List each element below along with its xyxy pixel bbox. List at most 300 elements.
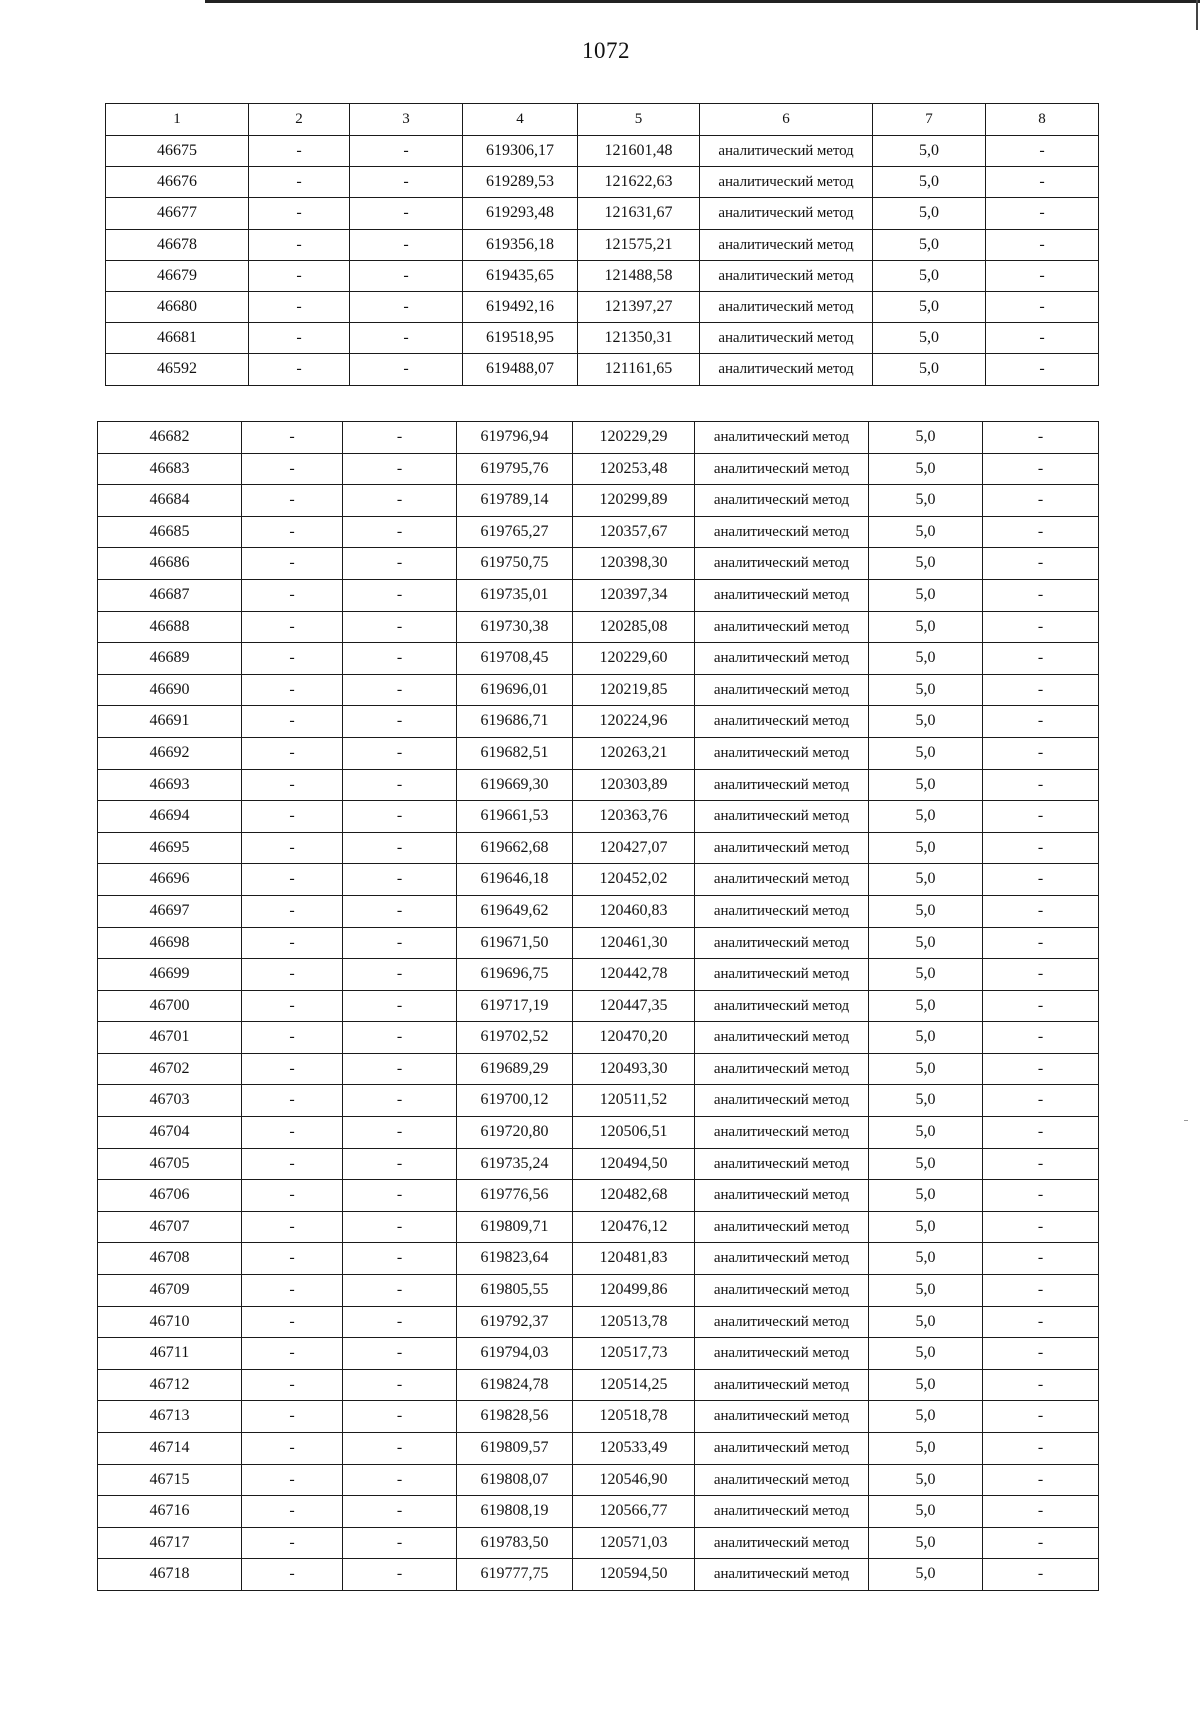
table-row	[98, 769, 1099, 801]
cell-point-number: 46675	[106, 136, 249, 167]
table-row	[98, 1148, 1099, 1180]
cell-accuracy: 5,0	[869, 1085, 983, 1117]
cell-y-coordinate: 121161,65	[578, 354, 700, 385]
cell-y-coordinate: 120470,20	[573, 1022, 695, 1054]
cell-y-coordinate: 120452,02	[573, 864, 695, 896]
cell-x-coordinate: 619717,19	[457, 990, 573, 1022]
table-row	[106, 136, 1099, 167]
cell-col-3: -	[350, 229, 463, 260]
cell-col-2: -	[242, 1053, 343, 1085]
cell-point-number: 46712	[98, 1369, 242, 1401]
table-row	[106, 354, 1099, 385]
cell-x-coordinate: 619686,71	[457, 706, 573, 738]
table-row	[98, 801, 1099, 833]
cell-col-2: -	[249, 323, 350, 354]
cell-col-8: -	[983, 801, 1099, 833]
cell-col-3: -	[343, 1306, 457, 1338]
cell-col-2: -	[242, 1211, 343, 1243]
cell-x-coordinate: 619794,03	[457, 1338, 573, 1370]
table-row	[98, 1211, 1099, 1243]
cell-col-8: -	[983, 1085, 1099, 1117]
cell-col-2: -	[249, 292, 350, 323]
cell-method: аналитический метод	[695, 769, 869, 801]
cell-y-coordinate: 120533,49	[573, 1433, 695, 1465]
cell-x-coordinate: 619735,01	[457, 579, 573, 611]
cell-col-2: -	[242, 737, 343, 769]
cell-col-3: -	[343, 453, 457, 485]
cell-x-coordinate: 619518,95	[463, 323, 578, 354]
table-row	[98, 579, 1099, 611]
cell-col-2: -	[242, 485, 343, 517]
cell-point-number: 46680	[106, 292, 249, 323]
cell-col-8: -	[986, 323, 1099, 354]
cell-x-coordinate: 619720,80	[457, 1117, 573, 1149]
cell-accuracy: 5,0	[869, 990, 983, 1022]
cell-col-8: -	[983, 864, 1099, 896]
cell-x-coordinate: 619662,68	[457, 832, 573, 864]
cell-accuracy: 5,0	[869, 674, 983, 706]
cell-col-3: -	[343, 864, 457, 896]
table-row	[98, 1433, 1099, 1465]
cell-accuracy: 5,0	[869, 1117, 983, 1149]
cell-accuracy: 5,0	[869, 959, 983, 991]
cell-accuracy: 5,0	[869, 516, 983, 548]
header-cell-col-2: 2	[249, 104, 350, 136]
cell-col-2: -	[242, 959, 343, 991]
cell-accuracy: 5,0	[873, 323, 986, 354]
cell-point-number: 46701	[98, 1022, 242, 1054]
cell-accuracy: 5,0	[869, 1464, 983, 1496]
cell-y-coordinate: 121488,58	[578, 260, 700, 291]
table-row	[98, 485, 1099, 517]
table-row	[98, 832, 1099, 864]
cell-y-coordinate: 120546,90	[573, 1464, 695, 1496]
cell-x-coordinate: 619492,16	[463, 292, 578, 323]
cell-method: аналитический метод	[695, 990, 869, 1022]
cell-col-2: -	[242, 453, 343, 485]
cell-accuracy: 5,0	[869, 801, 983, 833]
table-row	[98, 864, 1099, 896]
cell-x-coordinate: 619646,18	[457, 864, 573, 896]
cell-col-3: -	[343, 1053, 457, 1085]
cell-point-number: 46711	[98, 1338, 242, 1370]
cell-y-coordinate: 120571,03	[573, 1527, 695, 1559]
table-row	[98, 1527, 1099, 1559]
cell-col-3: -	[343, 737, 457, 769]
cell-col-2: -	[242, 990, 343, 1022]
cell-col-3: -	[350, 260, 463, 291]
cell-method: аналитический метод	[695, 422, 869, 454]
cell-method: аналитический метод	[695, 516, 869, 548]
cell-y-coordinate: 121631,67	[578, 198, 700, 229]
cell-point-number: 46714	[98, 1433, 242, 1465]
cell-x-coordinate: 619795,76	[457, 453, 573, 485]
cell-y-coordinate: 120460,83	[573, 895, 695, 927]
cell-y-coordinate: 120511,52	[573, 1085, 695, 1117]
cell-method: аналитический метод	[695, 737, 869, 769]
cell-col-3: -	[343, 959, 457, 991]
table-row	[106, 229, 1099, 260]
cell-x-coordinate: 619661,53	[457, 801, 573, 833]
cell-x-coordinate: 619796,94	[457, 422, 573, 454]
cell-col-3: -	[343, 674, 457, 706]
cell-method: аналитический метод	[695, 453, 869, 485]
cell-y-coordinate: 120427,07	[573, 832, 695, 864]
cell-col-8: -	[983, 927, 1099, 959]
cell-point-number: 46697	[98, 895, 242, 927]
cell-method: аналитический метод	[695, 959, 869, 991]
cell-accuracy: 5,0	[869, 1022, 983, 1054]
cell-method: аналитический метод	[695, 1117, 869, 1149]
cell-col-3: -	[350, 292, 463, 323]
cell-method: аналитический метод	[695, 1306, 869, 1338]
cell-col-3: -	[343, 1243, 457, 1275]
cell-point-number: 46692	[98, 737, 242, 769]
cell-col-8: -	[983, 674, 1099, 706]
cell-x-coordinate: 619689,29	[457, 1053, 573, 1085]
cell-col-3: -	[343, 706, 457, 738]
cell-point-number: 46703	[98, 1085, 242, 1117]
cell-point-number: 46704	[98, 1117, 242, 1149]
cell-col-3: -	[343, 801, 457, 833]
cell-col-8: -	[983, 1211, 1099, 1243]
table-row	[98, 453, 1099, 485]
cell-col-8: -	[986, 167, 1099, 198]
cell-accuracy: 5,0	[869, 927, 983, 959]
cell-point-number: 46683	[98, 453, 242, 485]
cell-col-8: -	[983, 485, 1099, 517]
cell-col-2: -	[242, 1085, 343, 1117]
cell-point-number: 46678	[106, 229, 249, 260]
cell-y-coordinate: 120224,96	[573, 706, 695, 738]
cell-method: аналитический метод	[695, 674, 869, 706]
cell-col-3: -	[343, 485, 457, 517]
cell-col-8: -	[983, 1306, 1099, 1338]
cell-col-3: -	[343, 1559, 457, 1591]
cell-col-8: -	[986, 292, 1099, 323]
cell-col-3: -	[350, 198, 463, 229]
cell-col-2: -	[249, 354, 350, 385]
table-row	[98, 516, 1099, 548]
cell-method: аналитический метод	[695, 548, 869, 580]
cell-point-number: 46696	[98, 864, 242, 896]
table-row	[106, 260, 1099, 291]
cell-point-number: 46679	[106, 260, 249, 291]
cell-point-number: 46706	[98, 1180, 242, 1212]
cell-col-3: -	[343, 1180, 457, 1212]
cell-method: аналитический метод	[695, 832, 869, 864]
cell-point-number: 46677	[106, 198, 249, 229]
cell-col-2: -	[242, 579, 343, 611]
cell-col-8: -	[983, 453, 1099, 485]
cell-method: аналитический метод	[695, 1180, 869, 1212]
cell-col-2: -	[242, 643, 343, 675]
cell-accuracy: 5,0	[869, 864, 983, 896]
cell-col-2: -	[242, 1527, 343, 1559]
cell-method: аналитический метод	[695, 1243, 869, 1275]
cell-method: аналитический метод	[695, 1211, 869, 1243]
cell-point-number: 46699	[98, 959, 242, 991]
cell-col-3: -	[343, 1085, 457, 1117]
cell-col-8: -	[983, 1275, 1099, 1307]
cell-col-2: -	[242, 1275, 343, 1307]
cell-accuracy: 5,0	[869, 1559, 983, 1591]
table-row	[98, 1464, 1099, 1496]
cell-accuracy: 5,0	[869, 1180, 983, 1212]
cell-x-coordinate: 619828,56	[457, 1401, 573, 1433]
cell-method: аналитический метод	[695, 1148, 869, 1180]
cell-x-coordinate: 619306,17	[463, 136, 578, 167]
cell-col-2: -	[242, 548, 343, 580]
cell-method: аналитический метод	[700, 323, 873, 354]
cell-accuracy: 5,0	[873, 198, 986, 229]
cell-col-8: -	[983, 422, 1099, 454]
cell-method: аналитический метод	[700, 136, 873, 167]
cell-col-8: -	[983, 1053, 1099, 1085]
cell-col-3: -	[343, 422, 457, 454]
coordinates-table-1	[105, 103, 1099, 386]
cell-point-number: 46688	[98, 611, 242, 643]
header-cell-col-3: 3	[350, 104, 463, 136]
cell-method: аналитический метод	[695, 895, 869, 927]
cell-x-coordinate: 619488,07	[463, 354, 578, 385]
cell-method: аналитический метод	[695, 1022, 869, 1054]
cell-col-8: -	[983, 1243, 1099, 1275]
table-row	[98, 990, 1099, 1022]
cell-col-8: -	[983, 1401, 1099, 1433]
cell-x-coordinate: 619808,19	[457, 1496, 573, 1528]
cell-col-3: -	[343, 1401, 457, 1433]
cell-y-coordinate: 120481,83	[573, 1243, 695, 1275]
cell-method: аналитический метод	[695, 611, 869, 643]
cell-col-2: -	[242, 422, 343, 454]
cell-point-number: 46685	[98, 516, 242, 548]
cell-col-8: -	[983, 516, 1099, 548]
cell-y-coordinate: 121397,27	[578, 292, 700, 323]
cell-col-3: -	[350, 354, 463, 385]
cell-col-3: -	[343, 1338, 457, 1370]
cell-col-2: -	[242, 1496, 343, 1528]
cell-x-coordinate: 619765,27	[457, 516, 573, 548]
cell-y-coordinate: 120514,25	[573, 1369, 695, 1401]
cell-y-coordinate: 120506,51	[573, 1117, 695, 1149]
cell-accuracy: 5,0	[869, 548, 983, 580]
cell-y-coordinate: 120285,08	[573, 611, 695, 643]
cell-y-coordinate: 120518,78	[573, 1401, 695, 1433]
cell-col-8: -	[983, 990, 1099, 1022]
cell-col-2: -	[249, 136, 350, 167]
cell-accuracy: 5,0	[869, 1496, 983, 1528]
cell-accuracy: 5,0	[869, 1401, 983, 1433]
cell-col-8: -	[983, 832, 1099, 864]
cell-method: аналитический метод	[695, 1275, 869, 1307]
cell-y-coordinate: 120594,50	[573, 1559, 695, 1591]
cell-x-coordinate: 619669,30	[457, 769, 573, 801]
header-cell-method: 6	[700, 104, 873, 136]
table-row	[98, 959, 1099, 991]
cell-col-2: -	[249, 260, 350, 291]
cell-x-coordinate: 619671,50	[457, 927, 573, 959]
cell-point-number: 46691	[98, 706, 242, 738]
cell-x-coordinate: 619809,57	[457, 1433, 573, 1465]
cell-y-coordinate: 120397,34	[573, 579, 695, 611]
cell-x-coordinate: 619700,12	[457, 1085, 573, 1117]
cell-col-8: -	[983, 1117, 1099, 1149]
cell-accuracy: 5,0	[869, 643, 983, 675]
cell-point-number: 46684	[98, 485, 242, 517]
cell-col-3: -	[343, 832, 457, 864]
cell-method: аналитический метод	[695, 1464, 869, 1496]
cell-method: аналитический метод	[695, 864, 869, 896]
cell-accuracy: 5,0	[869, 1211, 983, 1243]
cell-col-8: -	[983, 1464, 1099, 1496]
cell-col-2: -	[242, 706, 343, 738]
table-row	[98, 548, 1099, 580]
cell-point-number: 46705	[98, 1148, 242, 1180]
cell-y-coordinate: 121575,21	[578, 229, 700, 260]
cell-accuracy: 5,0	[869, 485, 983, 517]
table-row	[98, 1022, 1099, 1054]
cell-y-coordinate: 120229,60	[573, 643, 695, 675]
cell-accuracy: 5,0	[873, 354, 986, 385]
cell-method: аналитический метод	[695, 1338, 869, 1370]
cell-x-coordinate: 619805,55	[457, 1275, 573, 1307]
cell-accuracy: 5,0	[869, 1053, 983, 1085]
cell-y-coordinate: 120229,29	[573, 422, 695, 454]
cell-x-coordinate: 619735,24	[457, 1148, 573, 1180]
cell-accuracy: 5,0	[873, 167, 986, 198]
cell-col-3: -	[343, 1433, 457, 1465]
cell-col-8: -	[986, 354, 1099, 385]
cell-x-coordinate: 619823,64	[457, 1243, 573, 1275]
cell-col-2: -	[242, 864, 343, 896]
table-row	[98, 706, 1099, 738]
cell-col-2: -	[249, 229, 350, 260]
cell-point-number: 46707	[98, 1211, 242, 1243]
page-number: 1072	[582, 38, 630, 63]
cell-col-3: -	[343, 895, 457, 927]
cell-y-coordinate: 120447,35	[573, 990, 695, 1022]
cell-y-coordinate: 120253,48	[573, 453, 695, 485]
table-row	[98, 927, 1099, 959]
cell-y-coordinate: 120398,30	[573, 548, 695, 580]
cell-x-coordinate: 619289,53	[463, 167, 578, 198]
cell-point-number: 46592	[106, 354, 249, 385]
cell-col-3: -	[350, 323, 463, 354]
cell-accuracy: 5,0	[869, 895, 983, 927]
cell-method: аналитический метод	[695, 1085, 869, 1117]
cell-accuracy: 5,0	[873, 136, 986, 167]
cell-col-8: -	[983, 769, 1099, 801]
cell-col-3: -	[343, 1527, 457, 1559]
cell-y-coordinate: 120219,85	[573, 674, 695, 706]
cell-y-coordinate: 120499,86	[573, 1275, 695, 1307]
cell-x-coordinate: 619792,37	[457, 1306, 573, 1338]
cell-col-8: -	[983, 1148, 1099, 1180]
cell-col-2: -	[242, 674, 343, 706]
cell-col-8: -	[986, 260, 1099, 291]
cell-y-coordinate: 120482,68	[573, 1180, 695, 1212]
cell-point-number: 46717	[98, 1527, 242, 1559]
cell-col-3: -	[343, 643, 457, 675]
cell-point-number: 46687	[98, 579, 242, 611]
cell-x-coordinate: 619356,18	[463, 229, 578, 260]
cell-col-3: -	[343, 1275, 457, 1307]
cell-col-3: -	[343, 990, 457, 1022]
cell-y-coordinate: 120513,78	[573, 1306, 695, 1338]
cell-x-coordinate: 619776,56	[457, 1180, 573, 1212]
table-row	[98, 1275, 1099, 1307]
cell-x-coordinate: 619750,75	[457, 548, 573, 580]
cell-col-2: -	[242, 1148, 343, 1180]
table-row	[106, 323, 1099, 354]
cell-method: аналитический метод	[700, 354, 873, 385]
cell-col-2: -	[242, 1464, 343, 1496]
cell-y-coordinate: 121622,63	[578, 167, 700, 198]
cell-col-2: -	[242, 1401, 343, 1433]
cell-accuracy: 5,0	[869, 1527, 983, 1559]
cell-point-number: 46689	[98, 643, 242, 675]
cell-point-number: 46713	[98, 1401, 242, 1433]
cell-col-2: -	[242, 1022, 343, 1054]
cell-col-3: -	[343, 1117, 457, 1149]
cell-method: аналитический метод	[695, 801, 869, 833]
table-row	[98, 674, 1099, 706]
cell-col-2: -	[242, 1117, 343, 1149]
table-row	[98, 1496, 1099, 1528]
cell-y-coordinate: 120494,50	[573, 1148, 695, 1180]
cell-accuracy: 5,0	[869, 832, 983, 864]
cell-accuracy: 5,0	[869, 422, 983, 454]
cell-col-8: -	[983, 1338, 1099, 1370]
cell-x-coordinate: 619730,38	[457, 611, 573, 643]
cell-method: аналитический метод	[695, 706, 869, 738]
cell-col-8: -	[983, 959, 1099, 991]
cell-method: аналитический метод	[695, 643, 869, 675]
cell-col-2: -	[242, 1243, 343, 1275]
cell-point-number: 46676	[106, 167, 249, 198]
cell-y-coordinate: 120493,30	[573, 1053, 695, 1085]
cell-col-3: -	[343, 611, 457, 643]
cell-method: аналитический метод	[695, 1401, 869, 1433]
cell-col-2: -	[242, 1559, 343, 1591]
cell-col-8: -	[983, 1433, 1099, 1465]
cell-col-8: -	[983, 1527, 1099, 1559]
cell-col-3: -	[350, 136, 463, 167]
table-row	[98, 1306, 1099, 1338]
cell-col-3: -	[343, 927, 457, 959]
header-cell-point-number: 1	[106, 104, 249, 136]
cell-y-coordinate: 120566,77	[573, 1496, 695, 1528]
cell-x-coordinate: 619824,78	[457, 1369, 573, 1401]
cell-method: аналитический метод	[695, 1369, 869, 1401]
cell-point-number: 46694	[98, 801, 242, 833]
cell-y-coordinate: 120263,21	[573, 737, 695, 769]
cell-col-2: -	[242, 769, 343, 801]
cell-accuracy: 5,0	[869, 1148, 983, 1180]
cell-col-8: -	[983, 1369, 1099, 1401]
cell-col-3: -	[343, 1496, 457, 1528]
table-row	[98, 1117, 1099, 1149]
cell-point-number: 46686	[98, 548, 242, 580]
cell-y-coordinate: 121350,31	[578, 323, 700, 354]
cell-method: аналитический метод	[695, 1527, 869, 1559]
cell-accuracy: 5,0	[869, 611, 983, 643]
coordinates-table-2	[97, 421, 1099, 1591]
cell-point-number: 46682	[98, 422, 242, 454]
cell-y-coordinate: 121601,48	[578, 136, 700, 167]
cell-point-number: 46690	[98, 674, 242, 706]
